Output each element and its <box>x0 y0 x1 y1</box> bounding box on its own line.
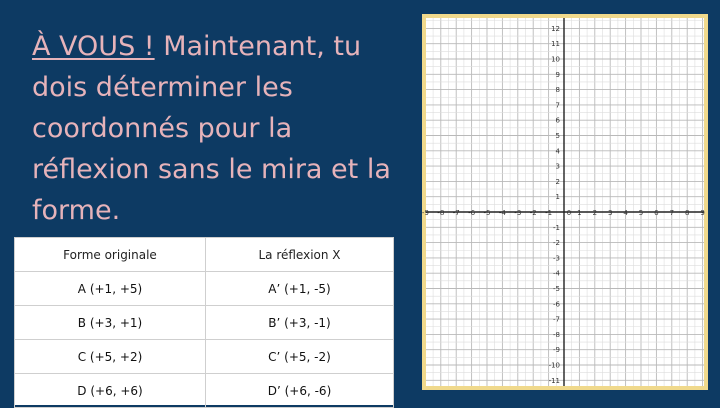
table-row <box>15 340 394 374</box>
y-tick-label: -8 <box>553 330 560 339</box>
x-tick-label: -1 <box>545 209 553 217</box>
reflected-point-d: D’ (+6, -6) <box>206 374 394 408</box>
table-row <box>15 272 394 306</box>
x-tick-label: 2 <box>592 209 598 217</box>
x-tick-label: 1 <box>577 209 582 217</box>
x-tick-label: 8 <box>684 209 690 217</box>
x-tick-label: -7 <box>452 209 460 217</box>
y-tick-label: 8 <box>555 86 560 95</box>
x-tick-label: -6 <box>468 209 476 217</box>
original-point-a: A (+1, +5) <box>15 272 206 306</box>
x-tick-label: -2 <box>529 209 537 217</box>
x-tick-label: 5 <box>638 209 644 217</box>
x-tick-label: -8 <box>437 209 445 217</box>
y-tick-label: 1 <box>555 193 560 202</box>
y-tick-label: -7 <box>553 315 560 324</box>
reflected-point-c: C’ (+5, -2) <box>206 340 394 374</box>
y-tick-label: 11 <box>551 40 560 49</box>
y-tick-label: -4 <box>553 269 560 278</box>
table-row <box>15 306 394 340</box>
y-tick-label: 12 <box>551 24 560 33</box>
y-tick-label: -6 <box>553 300 560 309</box>
original-point-d: D (+6, +6) <box>15 374 206 408</box>
reflected-point-a: A’ (+1, -5) <box>206 272 394 306</box>
y-tick-label: 3 <box>555 162 560 171</box>
coordinate-grid <box>421 18 705 386</box>
y-tick-label: 10 <box>551 55 560 64</box>
y-tick-label: 7 <box>555 101 560 110</box>
x-tick-label: -9 <box>421 209 429 217</box>
instruction-lead: À VOUS ! <box>32 31 155 62</box>
original-point-b: B (+3, +1) <box>15 306 206 340</box>
original-point-c: C (+5, +2) <box>15 340 206 374</box>
x-tick-label: 7 <box>669 209 675 217</box>
y-tick-label: -11 <box>548 376 560 385</box>
x-tick-label: 9 <box>700 209 705 217</box>
table-header-row <box>15 238 394 272</box>
coordinates-table <box>14 237 394 405</box>
coordinate-grid-frame <box>422 14 708 390</box>
y-tick-label: 6 <box>555 116 560 125</box>
y-tick-label: -5 <box>553 285 560 293</box>
y-tick-label: -2 <box>553 239 560 248</box>
table-row <box>15 374 394 408</box>
y-tick-label: -1 <box>553 223 560 232</box>
x-tick-label: -5 <box>483 209 491 217</box>
reflected-point-b: B’ (+3, -1) <box>206 306 394 340</box>
y-tick-label: -3 <box>553 254 560 263</box>
y-tick-label: -9 <box>553 346 560 355</box>
y-tick-label: 4 <box>555 147 560 156</box>
x-tick-label: 6 <box>654 209 659 217</box>
x-tick-label: -4 <box>498 209 506 217</box>
x-tick-label: 0 <box>566 209 572 217</box>
header-reflection-x: La réflexion X <box>206 238 394 272</box>
instruction-body: Maintenant, tu dois déterminer les coordonnés pour la réflexion sans le mira et la forme. <box>32 31 391 226</box>
x-tick-label: -3 <box>514 209 522 217</box>
y-tick-label: -10 <box>548 361 560 370</box>
y-tick-label: 5 <box>555 132 560 140</box>
y-tick-label: 9 <box>555 70 560 79</box>
x-tick-label: 4 <box>623 209 628 217</box>
header-original-shape: Forme originale <box>15 238 206 272</box>
y-tick-label: 2 <box>555 177 560 186</box>
instruction-text <box>32 26 407 231</box>
x-tick-label: 3 <box>607 209 613 217</box>
